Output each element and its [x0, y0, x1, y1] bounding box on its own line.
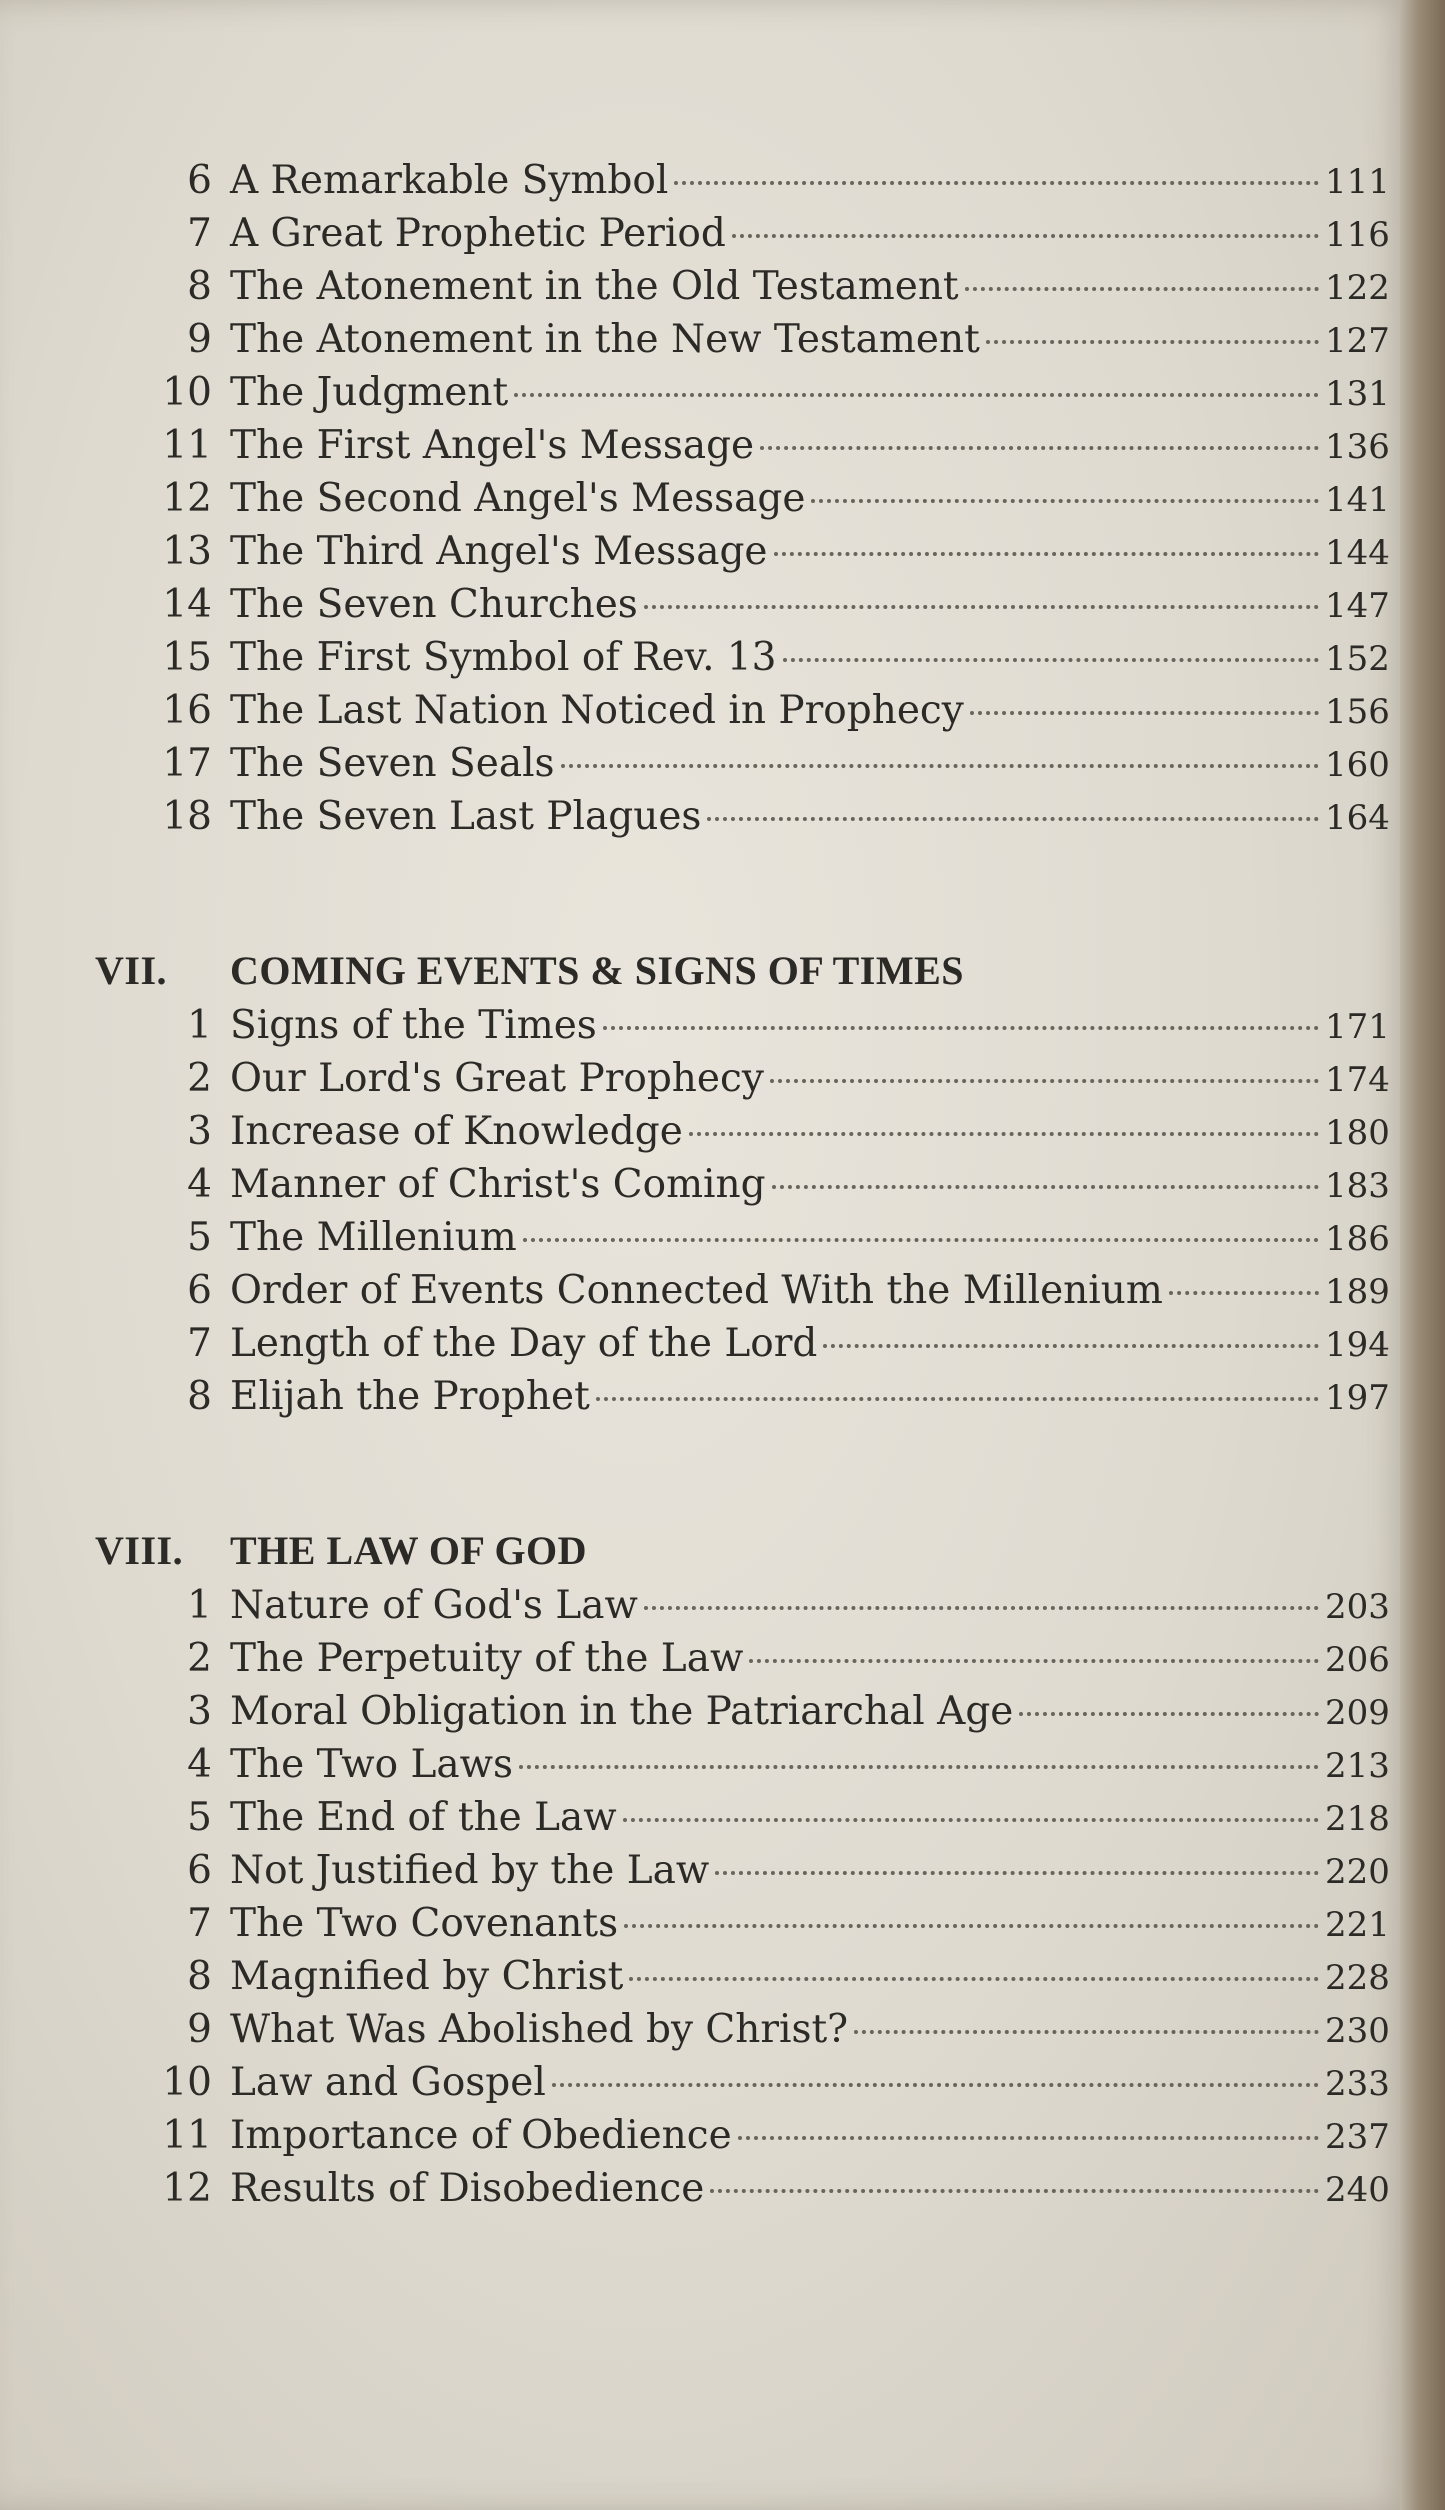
- toc-entry: [95, 1742, 1390, 1795]
- entry-title: Signs of the Times: [230, 1003, 597, 1048]
- entry-number: 7: [187, 1321, 212, 1366]
- entry-number: 8: [187, 1954, 212, 1999]
- section-numeral: VIII.: [95, 1528, 184, 1573]
- dot-leader: [561, 764, 1319, 768]
- entry-number: 12: [162, 476, 212, 521]
- dot-leader: [629, 1977, 1319, 1981]
- dot-leader: [715, 1871, 1319, 1875]
- toc-entry: [95, 2166, 1390, 2219]
- toc-section-vii: [95, 947, 1390, 1427]
- dot-leader: [970, 711, 1319, 715]
- toc-entry: [95, 1583, 1390, 1636]
- entry-number: 8: [187, 264, 212, 309]
- dot-leader: [603, 1026, 1319, 1030]
- entry-title: The Perpetuity of the Law: [230, 1636, 744, 1681]
- entry-number: 10: [162, 370, 212, 415]
- entry-number: 14: [162, 582, 212, 627]
- entry-number: 6: [187, 1848, 212, 1893]
- section-heading: [95, 1527, 1385, 1583]
- entry-page-number: 111: [1325, 162, 1390, 202]
- toc-entry: [95, 1954, 1390, 2007]
- page-edge: [1400, 0, 1445, 2510]
- toc-entry: [95, 1321, 1390, 1374]
- toc-entry: [95, 1003, 1390, 1056]
- toc-entry: [95, 688, 1390, 741]
- entry-page-number: 122: [1325, 268, 1390, 308]
- toc-entry: [95, 1109, 1390, 1162]
- entry-title: The Two Laws: [230, 1742, 514, 1787]
- toc-entry: [95, 1162, 1390, 1215]
- dot-leader: [732, 234, 1319, 238]
- toc-entry: [95, 1374, 1390, 1427]
- entry-page-number: 144: [1325, 533, 1390, 573]
- dot-leader: [774, 552, 1320, 556]
- entry-page-number: 230: [1325, 2011, 1390, 2051]
- dot-leader: [523, 1238, 1319, 1242]
- section-title: COMING EVENTS & SIGNS OF TIMES: [230, 948, 965, 993]
- entry-number: 18: [162, 794, 212, 839]
- entry-number: 11: [162, 2113, 212, 2158]
- entry-number: 5: [187, 1215, 212, 1260]
- entry-title: Nature of God's Law: [230, 1583, 638, 1628]
- dot-leader: [783, 658, 1320, 662]
- entry-title: The Two Covenants: [230, 1901, 619, 1946]
- entry-page-number: 203: [1325, 1587, 1390, 1627]
- entry-number: 12: [162, 2166, 212, 2211]
- entry-number: 17: [162, 741, 212, 786]
- entry-title: Law and Gospel: [230, 2060, 546, 2105]
- dot-leader: [986, 340, 1319, 344]
- dot-leader: [514, 393, 1319, 397]
- toc-entry: [95, 1215, 1390, 1268]
- toc-entry: [95, 2007, 1390, 2060]
- dot-leader: [623, 1818, 1319, 1822]
- entry-title: The End of the Law: [230, 1795, 617, 1840]
- entry-page-number: 189: [1325, 1272, 1390, 1312]
- table-of-contents: [95, 158, 1390, 2219]
- entry-number: 10: [162, 2060, 212, 2105]
- entry-number: 3: [187, 1689, 212, 1734]
- entry-number: 13: [162, 529, 212, 574]
- dot-leader: [823, 1344, 1319, 1348]
- entry-page-number: 221: [1325, 1905, 1390, 1945]
- dot-leader: [596, 1397, 1319, 1401]
- dot-leader: [624, 1924, 1319, 1928]
- entry-number: 9: [187, 317, 212, 362]
- entry-page-number: 156: [1325, 692, 1390, 732]
- entry-number: 9: [187, 2007, 212, 2052]
- entry-number: 1: [187, 1003, 212, 1048]
- entry-title: A Remarkable Symbol: [230, 158, 669, 203]
- entry-title: Moral Obligation in the Patriarchal Age: [230, 1689, 1014, 1734]
- toc-entry: [95, 158, 1390, 211]
- dot-leader: [760, 446, 1319, 450]
- dot-leader: [749, 1659, 1319, 1663]
- dot-leader: [644, 605, 1319, 609]
- entry-page-number: 160: [1325, 745, 1390, 785]
- toc-entry: [95, 741, 1390, 794]
- toc-entry: [95, 370, 1390, 423]
- dot-leader: [552, 2083, 1319, 2087]
- dot-leader: [519, 1765, 1319, 1769]
- entry-page-number: 164: [1325, 798, 1390, 838]
- entry-number: 6: [187, 158, 212, 203]
- dot-leader: [854, 2030, 1319, 2034]
- toc-entry: [95, 317, 1390, 370]
- toc-entry: [95, 2113, 1390, 2166]
- entry-title: Our Lord's Great Prophecy: [230, 1056, 764, 1101]
- entry-number: 15: [162, 635, 212, 680]
- entry-number: 7: [187, 1901, 212, 1946]
- entry-number: 4: [187, 1742, 212, 1787]
- entry-page-number: 213: [1325, 1746, 1390, 1786]
- section-title: THE LAW OF GOD: [230, 1528, 588, 1573]
- entry-number: 16: [162, 688, 212, 733]
- entry-title: Order of Events Connected With the Millenium: [230, 1268, 1163, 1313]
- toc-entry: [95, 1901, 1390, 1954]
- entry-page-number: 116: [1325, 215, 1390, 255]
- toc-entry: [95, 529, 1390, 582]
- dot-leader: [710, 2189, 1319, 2193]
- entry-page-number: 183: [1325, 1166, 1390, 1206]
- entry-title: Manner of Christ's Coming: [230, 1162, 766, 1207]
- entry-number: 5: [187, 1795, 212, 1840]
- toc-entry: [95, 211, 1390, 264]
- entry-page-number: 197: [1325, 1378, 1390, 1418]
- entry-page-number: 186: [1325, 1219, 1390, 1259]
- entry-number: 3: [187, 1109, 212, 1154]
- entry-title: The First Symbol of Rev. 13: [230, 635, 777, 680]
- toc-entry: [95, 582, 1390, 635]
- toc-entry: [95, 1268, 1390, 1321]
- dot-leader: [738, 2136, 1319, 2140]
- entry-page-number: 233: [1325, 2064, 1390, 2104]
- entry-title: The Second Angel's Message: [230, 476, 806, 521]
- entry-page-number: 218: [1325, 1799, 1390, 1839]
- entry-page-number: 206: [1325, 1640, 1390, 1680]
- toc-entry: [95, 1636, 1390, 1689]
- entry-page-number: 147: [1325, 586, 1390, 626]
- entry-title: The Millenium: [230, 1215, 517, 1260]
- dot-leader: [1019, 1712, 1319, 1716]
- entry-title: The Atonement in the Old Testament: [230, 264, 959, 309]
- entry-page-number: 220: [1325, 1852, 1390, 1892]
- dot-leader: [770, 1079, 1319, 1083]
- toc-entry: [95, 264, 1390, 317]
- entry-title: Increase of Knowledge: [230, 1109, 683, 1154]
- entry-title: Elijah the Prophet: [230, 1374, 590, 1419]
- toc-entry: [95, 2060, 1390, 2113]
- toc-entry: [95, 794, 1390, 847]
- entry-title: The Atonement in the New Testament: [230, 317, 980, 362]
- entry-title: Results of Disobedience: [230, 2166, 705, 2211]
- entry-title: The Seven Churches: [230, 582, 638, 627]
- entry-number: 1: [187, 1583, 212, 1628]
- entry-page-number: 127: [1325, 321, 1390, 361]
- entry-title: A Great Prophetic Period: [230, 211, 726, 256]
- entry-title: What Was Abolished by Christ?: [230, 2007, 849, 2052]
- dot-leader: [674, 181, 1319, 185]
- entry-number: 8: [187, 1374, 212, 1419]
- entry-page-number: 152: [1325, 639, 1390, 679]
- entry-title: Not Justified by the Law: [230, 1848, 710, 1893]
- entry-title: The First Angel's Message: [230, 423, 755, 468]
- entry-page-number: 237: [1325, 2117, 1390, 2157]
- dot-leader: [707, 817, 1319, 821]
- entry-number: 7: [187, 211, 212, 256]
- toc-entry: [95, 476, 1390, 529]
- dot-leader: [965, 287, 1319, 291]
- toc-entry: [95, 423, 1390, 476]
- entry-page-number: 141: [1325, 480, 1390, 520]
- entry-title: The Seven Seals: [230, 741, 555, 786]
- entry-page-number: 180: [1325, 1113, 1390, 1153]
- entry-title: Importance of Obedience: [230, 2113, 732, 2158]
- dot-leader: [644, 1606, 1319, 1610]
- entry-title: The Last Nation Noticed in Prophecy: [230, 688, 964, 733]
- dot-leader: [811, 499, 1319, 503]
- entry-title: The Third Angel's Message: [230, 529, 768, 574]
- entry-page-number: 174: [1325, 1060, 1390, 1100]
- dot-leader: [772, 1185, 1319, 1189]
- toc-entry: [95, 1795, 1390, 1848]
- toc-entry: [95, 635, 1390, 688]
- entry-number: 11: [162, 423, 212, 468]
- toc-entry: [95, 1689, 1390, 1742]
- entry-number: 4: [187, 1162, 212, 1207]
- entry-number: 2: [187, 1636, 212, 1681]
- toc-entry: [95, 1848, 1390, 1901]
- entry-page-number: 194: [1325, 1325, 1390, 1365]
- entry-number: 6: [187, 1268, 212, 1313]
- dot-leader: [1169, 1291, 1319, 1295]
- entry-title: Magnified by Christ: [230, 1954, 624, 1999]
- entry-page-number: 136: [1325, 427, 1390, 467]
- entry-page-number: 240: [1325, 2170, 1390, 2210]
- entry-page-number: 228: [1325, 1958, 1390, 1998]
- toc-continued-section: [95, 158, 1390, 847]
- entry-title: Length of the Day of the Lord: [230, 1321, 818, 1366]
- entry-number: 2: [187, 1056, 212, 1101]
- toc-section-viii: [95, 1527, 1390, 2219]
- entry-page-number: 209: [1325, 1693, 1390, 1733]
- entry-page-number: 171: [1325, 1007, 1390, 1047]
- entry-page-number: 131: [1325, 374, 1390, 414]
- toc-entry: [95, 1056, 1390, 1109]
- section-numeral: VII.: [95, 948, 168, 993]
- entry-title: The Seven Last Plagues: [230, 794, 702, 839]
- section-heading: [95, 947, 1385, 1003]
- dot-leader: [689, 1132, 1319, 1136]
- entry-title: The Judgment: [230, 370, 509, 415]
